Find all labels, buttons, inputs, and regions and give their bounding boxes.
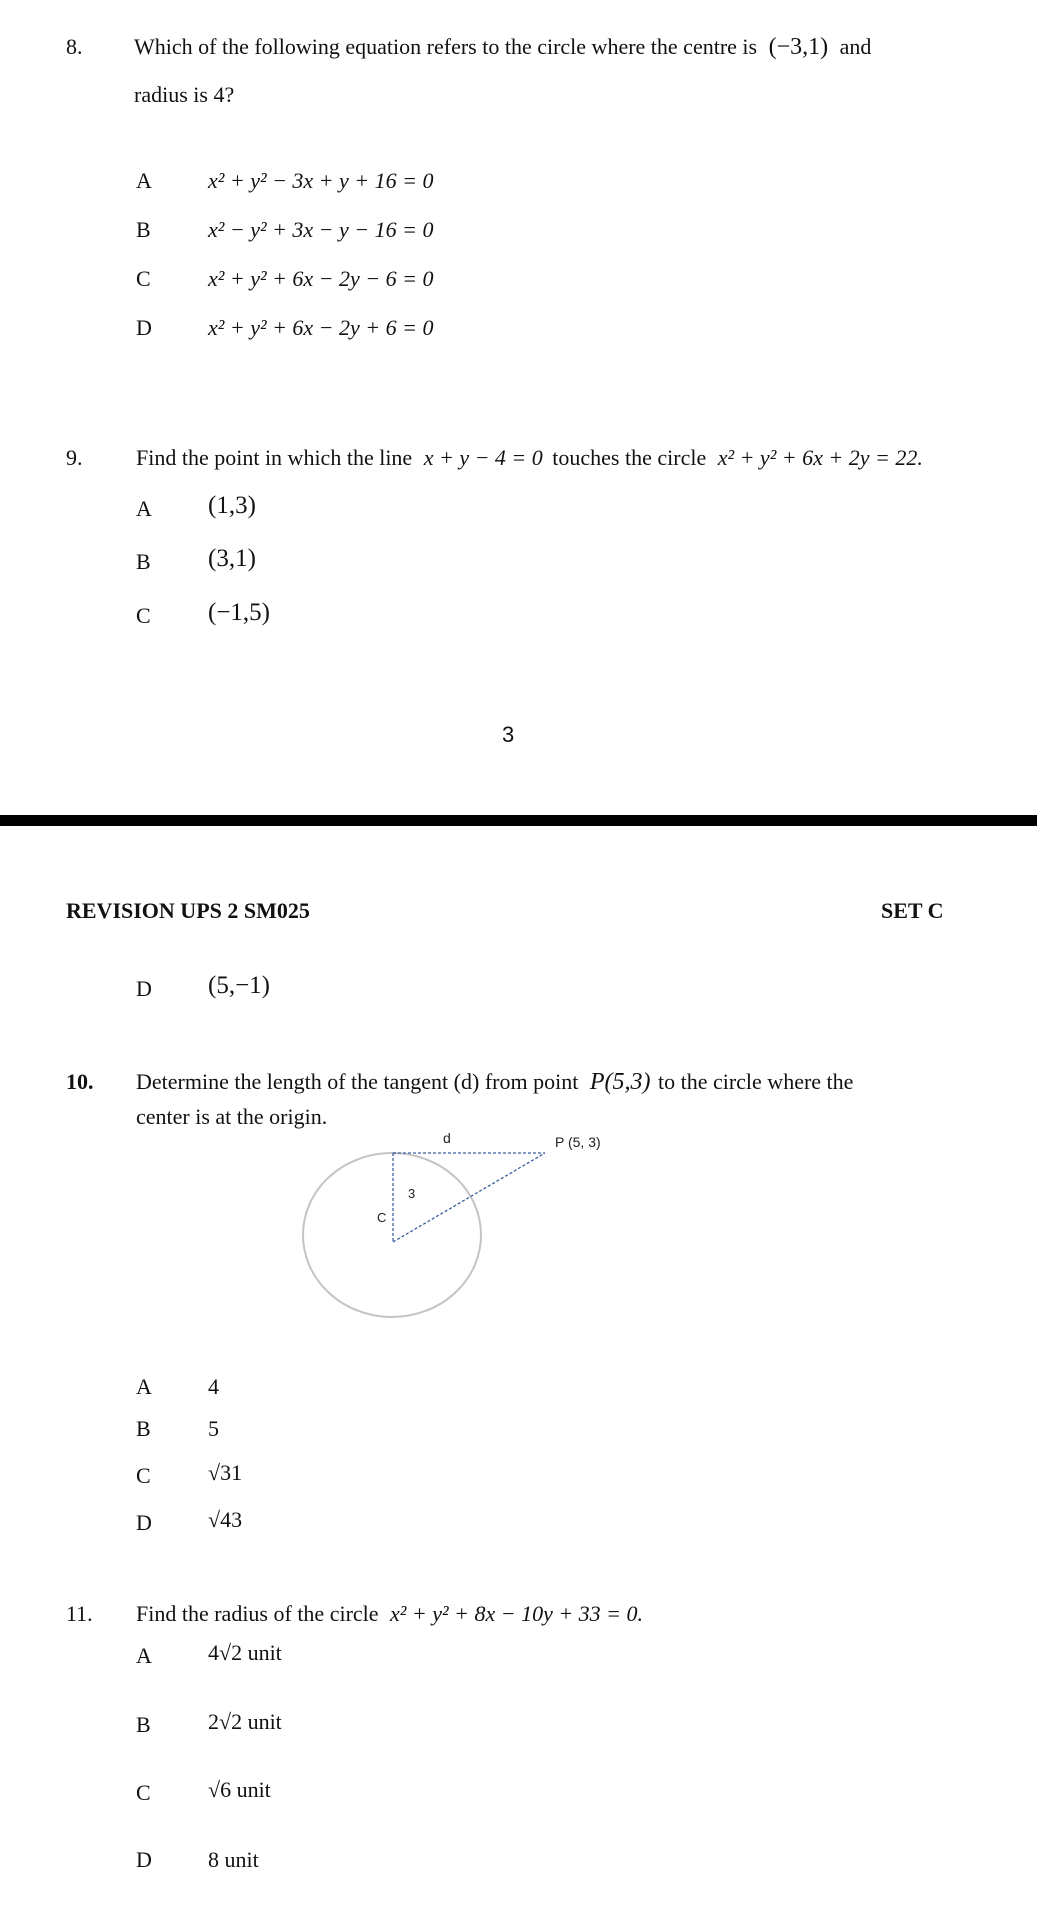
q9-circle-eq: x² + y² + 6x + 2y = 22. [717, 445, 923, 470]
q10-stem-line1 [136, 1069, 853, 1096]
q9-option-d-letter: D [136, 976, 152, 1001]
q10-stem-b: to the circle where the [657, 1069, 854, 1094]
diagram-hypotenuse-line [393, 1153, 545, 1242]
q10-option-b-letter: B [136, 1416, 151, 1441]
q9-stem-a: Find the point in which the line [136, 445, 413, 470]
q9-option-b-letter: B [136, 549, 151, 574]
q10-point: P(5,3) [589, 1069, 651, 1095]
diagram-label-3: 3 [408, 1186, 416, 1201]
q11-option-a-letter: A [136, 1643, 152, 1668]
q11-option-b-expr: 2√2 unit [208, 1709, 282, 1734]
q9-option-c-letter: C [136, 603, 151, 628]
q10-stem-a: Determine the length of the tangent (d) from point [136, 1069, 579, 1094]
q10-option-d-letter: D [136, 1510, 152, 1535]
q10-number: 10. [66, 1069, 94, 1094]
q8-stem-line1 [134, 34, 871, 61]
q10-option-c-letter: C [136, 1463, 151, 1488]
header-right: SET C [881, 898, 944, 923]
q8-option-b-expr: x² − y² + 3x − y − 16 = 0 [208, 217, 434, 242]
diagram-label-c: C [377, 1210, 387, 1225]
q8-option-d-expr: x² + y² + 6x − 2y + 6 = 0 [208, 315, 434, 340]
q8-stem-line2: radius is 4? [134, 82, 235, 107]
q9-option-a-expr: (1,3) [208, 492, 256, 519]
diagram-label-d: d [443, 1130, 451, 1146]
q8-option-b-letter: B [136, 217, 151, 242]
q9-line-eq: x + y − 4 = 0 [423, 445, 543, 470]
q10-option-a-letter: A [136, 1374, 152, 1399]
q11-option-c-letter: C [136, 1780, 151, 1805]
q11-option-b-letter: B [136, 1712, 151, 1737]
page-break-rule [0, 815, 1037, 826]
q9-number: 9. [66, 445, 83, 470]
q11-option-d-letter: D [136, 1847, 152, 1872]
q9-option-a-letter: A [136, 496, 152, 521]
diagram-label-p: P (5, 3) [555, 1134, 601, 1150]
q11-number: 11. [66, 1601, 93, 1626]
q9-stem [136, 445, 923, 471]
q8-option-c-expr: x² + y² + 6x − 2y − 6 = 0 [208, 266, 434, 291]
q11-option-d-expr: 8 unit [208, 1847, 259, 1872]
q8-option-a-expr: x² + y² − 3x + y + 16 = 0 [208, 168, 434, 193]
q11-stem [136, 1601, 643, 1627]
q8-number: 8. [66, 34, 83, 59]
q8-option-a-letter: A [136, 168, 152, 193]
q10-tangent-diagram [290, 1120, 630, 1335]
q8-stem-text: Which of the following equation refers to the circle where the centre is [134, 34, 758, 59]
header-left: REVISION UPS 2 SM025 [66, 898, 310, 923]
q8-option-c-letter: C [136, 266, 151, 291]
q11-option-c-expr: √6 unit [208, 1777, 271, 1802]
q9-option-c-expr: (−1,5) [208, 599, 270, 626]
q10-option-c-expr: √31 [208, 1460, 243, 1485]
q10-option-d-expr: √43 [208, 1507, 243, 1532]
q8-and: and [839, 34, 872, 59]
q8-centre: (−3,1) [768, 34, 829, 60]
q11-stem-a: Find the radius of the circle [136, 1601, 379, 1626]
q10-option-b-expr: 5 [208, 1416, 219, 1441]
q11-circle-eq: x² + y² + 8x − 10y + 33 = 0. [390, 1601, 644, 1626]
page-number: 3 [502, 722, 515, 747]
q10-stem-line2: center is at the origin. [136, 1104, 328, 1129]
q9-stem-b: touches the circle [552, 445, 707, 470]
q8-option-d-letter: D [136, 315, 152, 340]
q10-option-a-expr: 4 [208, 1374, 219, 1399]
diagram-circle [303, 1153, 481, 1317]
q9-option-b-expr: (3,1) [208, 545, 256, 572]
q11-option-a-expr: 4√2 unit [208, 1640, 282, 1665]
q9-option-d-expr: (5,−1) [208, 972, 270, 999]
